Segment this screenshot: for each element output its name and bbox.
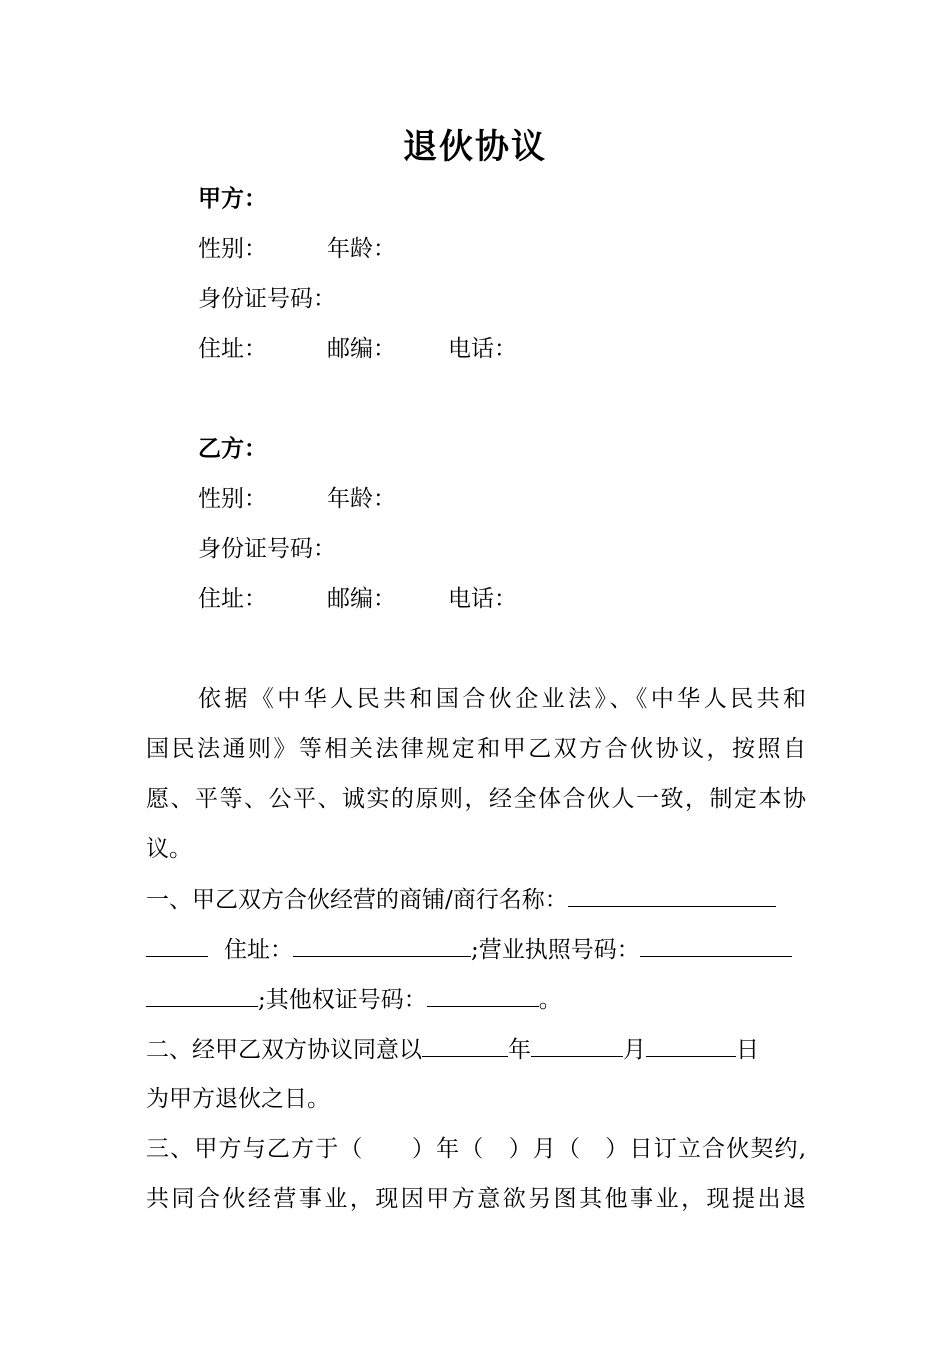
clause-2-month: 月 bbox=[623, 1037, 646, 1063]
party-a-gender-label: 性别： bbox=[198, 236, 267, 262]
clause-2-line-2: 为甲方退伙之日。 bbox=[146, 1086, 330, 1112]
address-blank bbox=[293, 934, 471, 957]
clause-1-other-label: ;其他权证号码： bbox=[258, 987, 427, 1013]
document-title: 退伙协议 bbox=[403, 127, 547, 167]
day-blank bbox=[646, 1034, 736, 1057]
party-a-contact-row bbox=[198, 334, 517, 364]
clause-1-line-3 bbox=[146, 984, 562, 1015]
clause-2-year: 年 bbox=[508, 1037, 531, 1063]
party-a-id-label: 身份证号码： bbox=[198, 286, 336, 312]
clause-3-line-1: 三、甲方与乙方于（ ）年（ ）月（ ）日订立合伙契约, bbox=[146, 1136, 806, 1162]
party-a-age-label: 年龄： bbox=[327, 236, 396, 262]
party-b-phone-label: 电话： bbox=[448, 586, 517, 612]
preamble-line-1: 依据《中华人民共和国合伙企业法》、《中华人民共和 bbox=[198, 686, 806, 712]
party-b-id-label: 身份证号码： bbox=[198, 536, 336, 562]
party-b-postcode-label: 邮编： bbox=[327, 586, 396, 612]
party-a-heading: 甲方： bbox=[198, 185, 267, 212]
party-b-gender-age-row bbox=[198, 484, 396, 514]
clause-1-line-2 bbox=[146, 934, 792, 965]
license-blank bbox=[640, 934, 792, 957]
preamble-line-3: 愿、平等、公平、诚实的原则，经全体合伙人一致，制定本协 bbox=[146, 786, 806, 812]
preamble-line-4: 议。 bbox=[146, 836, 192, 862]
party-a-gender-age-row bbox=[198, 234, 396, 264]
clause-2-line-1 bbox=[146, 1034, 759, 1065]
clause-1-license-label: ;营业执照号码： bbox=[471, 937, 640, 963]
shop-name-blank bbox=[568, 884, 776, 907]
party-b-heading: 乙方： bbox=[198, 435, 267, 462]
clause-2-day: 日 bbox=[736, 1037, 759, 1063]
party-b-gender-label: 性别： bbox=[198, 486, 267, 512]
party-b-address-label: 住址： bbox=[198, 586, 267, 612]
clause-1-end: 。 bbox=[538, 987, 562, 1013]
month-blank bbox=[531, 1034, 623, 1057]
party-a-postcode-label: 邮编： bbox=[327, 336, 396, 362]
party-b-age-label: 年龄： bbox=[327, 486, 396, 512]
license-blank-cont bbox=[146, 984, 258, 1007]
clause-3-line-2: 共同合伙经营事业，现因甲方意欲另图其他事业，现提出退 bbox=[146, 1186, 806, 1212]
clause-2-prefix: 二、经甲乙双方协议同意以 bbox=[146, 1037, 422, 1063]
clause-1-line-1 bbox=[146, 884, 776, 915]
shop-name-blank-cont bbox=[146, 934, 208, 957]
party-a-phone-label: 电话： bbox=[448, 336, 517, 362]
preamble-line-2: 国民法通则》等相关法律规定和甲乙双方合伙协议，按照自 bbox=[146, 736, 806, 762]
clause-1-address-label: 住址： bbox=[224, 937, 293, 963]
clause-1-prefix: 一、甲乙双方合伙经营的商铺/商行名称： bbox=[146, 887, 568, 913]
party-a-address-label: 住址： bbox=[198, 336, 267, 362]
party-b-contact-row bbox=[198, 584, 517, 614]
other-cert-blank bbox=[427, 984, 539, 1007]
year-blank bbox=[422, 1034, 508, 1057]
